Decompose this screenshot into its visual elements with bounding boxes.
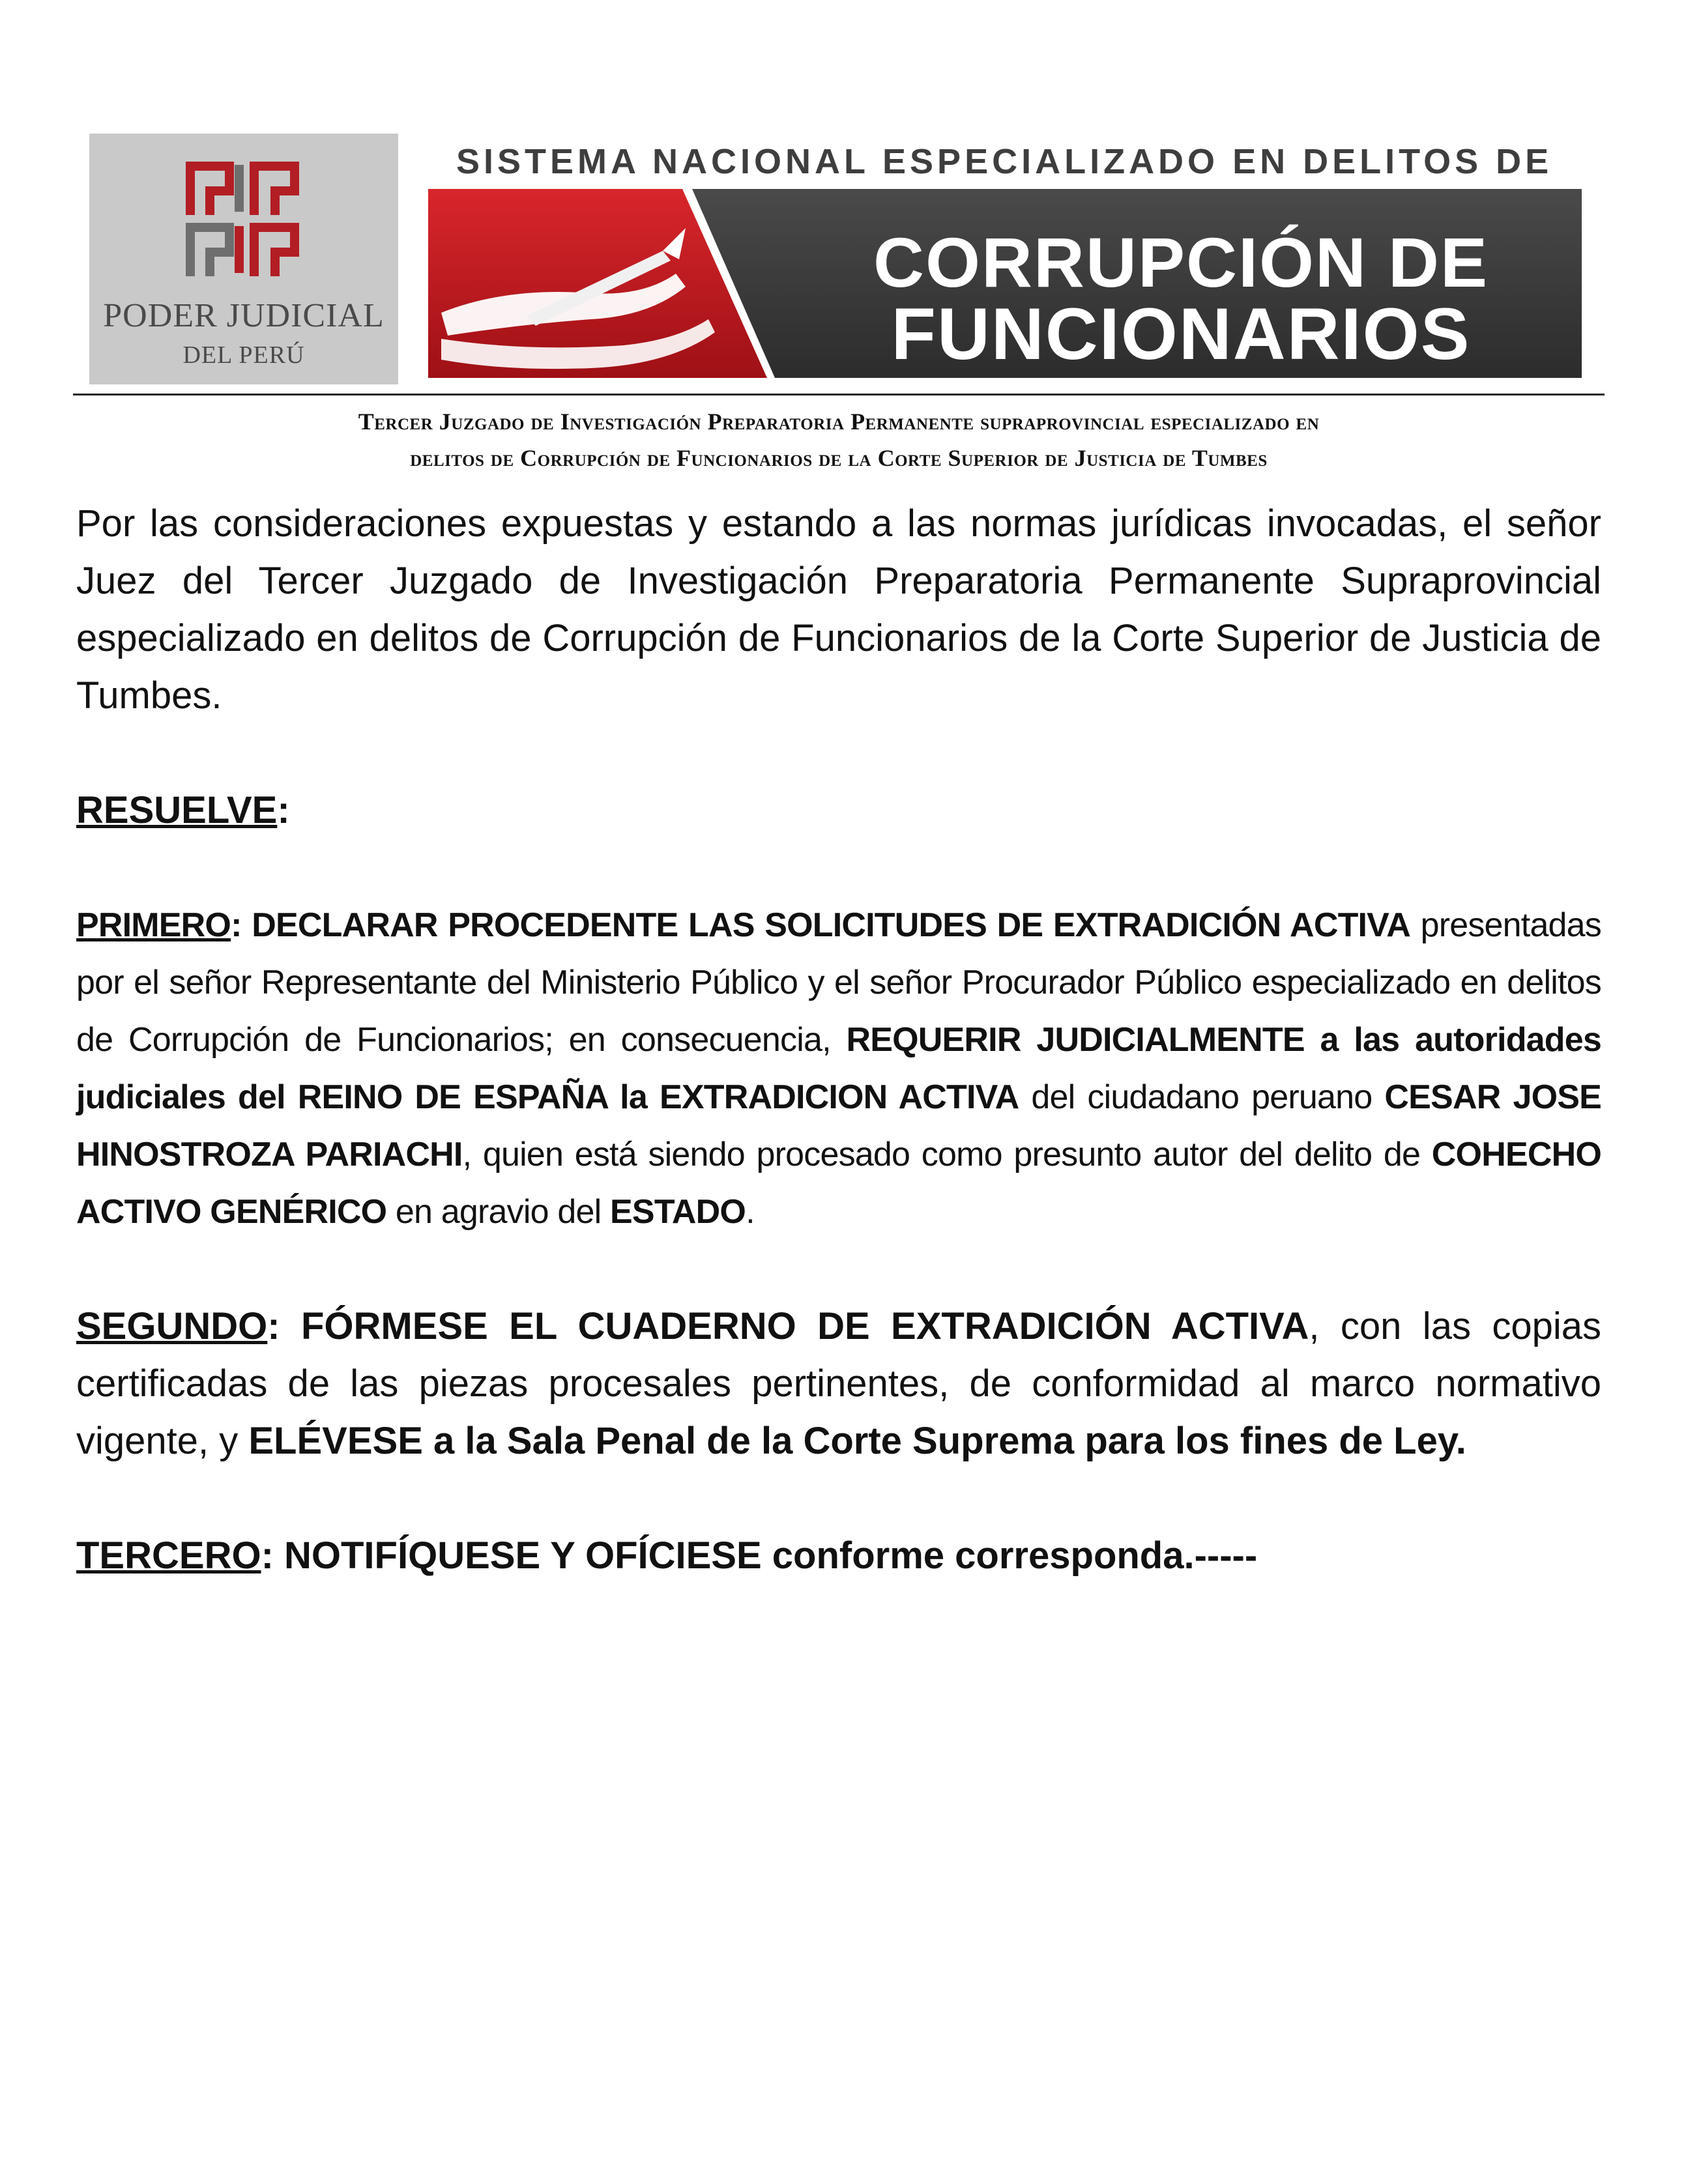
court-name-line1: Tercer Juzgado de Investigación Preparatoria Permanente supraprovincial especializado en [358,409,1320,435]
primero-colon: : [231,906,242,944]
primero-victim: ESTADO [610,1193,746,1231]
primero-text-2: del ciudadano peruano [1019,1078,1385,1116]
intro-paragraph: Por las consideraciones expuestas y estando a las normas jurídicas invocadas, el señor Juez del Tercer Juzgado de Investigación Preparatoria Permanente Supraprovincial especializado en delitos de Corrupción de Funcionarios de la Corte Superior de Justicia de Tumbes. [76,502,1601,717]
corrupcion-banner [428,189,1582,378]
primero-text-3: , quien está siendo procesado como presunto autor del delito de [462,1136,1432,1173]
logo-name-line2: DEL PERÚ [182,341,305,369]
primero-text-4: en agravio del [386,1193,611,1231]
segundo-elevese: ELÉVESE a la Sala Penal de la Corte Suprema para los fines de Ley. [248,1420,1466,1462]
tercero-decision: : NOTIFÍQUESE Y OFÍCIESE conforme corresponda.----- [261,1534,1258,1577]
resuelve-colon: : [277,789,290,831]
spacer [76,725,1601,782]
primero-end: . [746,1193,755,1231]
primero-text-1: presentadas por el señor Representante del Ministerio Público y el señor Procurador Público especializado en delitos de Corrupción de Funcionarios; en consecuencia, [76,906,1601,1059]
resuelve-label: RESUELVE [76,789,278,831]
primero-decision: DECLARAR PROCEDENTE LAS SOLICITUDES DE EXTRADICIÓN ACTIVA [241,906,1410,944]
resolution-body [76,495,1601,1585]
primero-requerir: REQUERIR JUDICIALMENTE a las autoridades judiciales del REINO DE ESPAÑA la EXTRADICION ACTIVA [76,1021,1601,1116]
segundo-paragraph [76,1298,1601,1470]
primero-paragraph [76,897,1601,1241]
primero-label: PRIMERO [76,906,231,944]
segundo-label: SEGUNDO [76,1305,268,1347]
primero-crime: COHECHO ACTIVO GENÉRICO [76,1136,1601,1231]
segundo-decision: : FÓRMESE EL CUADERNO DE EXTRADICIÓN ACTIVA [267,1305,1309,1347]
tercero-paragraph [76,1527,1601,1585]
poder-judicial-logo [89,134,398,384]
spacer [76,1470,1601,1527]
segundo-text: , con las copias certificadas de las piezas procesales pertinentes, de conformidad al marco normativo vigente, y [76,1305,1601,1462]
header-divider [73,394,1605,395]
banner-line1: CORRUPCIÓN DE [873,223,1489,302]
primero-defendant: CESAR JOSE HINOSTROZA PARIACHI [76,1078,1601,1173]
logo-name-line1: PODER JUDICIAL [103,297,385,334]
resuelve-heading [76,782,1601,839]
court-name-line2: delitos de Corrupción de Funcionarios de la Corte Superior de Justicia de Tumbes [410,445,1268,471]
tercero-label: TERCERO [76,1534,261,1577]
spacer [76,1241,1601,1298]
spacer [76,839,1601,897]
poder-judicial-emblem-icon [184,158,304,278]
banner-line2: FUNCIONARIOS [891,293,1471,375]
document-header [89,134,1582,384]
system-title: SISTEMA NACIONAL ESPECIALIZADO EN DELITOS DE [456,142,1553,181]
